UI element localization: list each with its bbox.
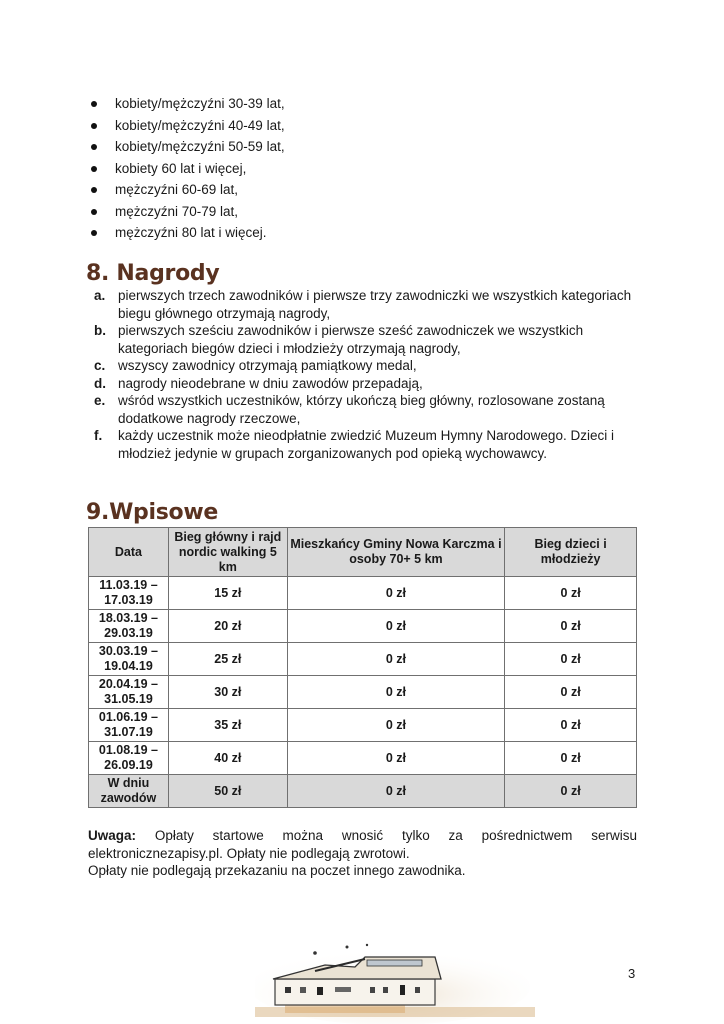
fees-table	[88, 527, 637, 808]
cell-kids: 0 zł	[505, 610, 637, 643]
cell-date: 20.04.19 – 31.05.19	[89, 676, 169, 709]
list-item: e. wśród wszystkich uczestników, którzy ukończą bieg główny, rozlosowane zostaną dodatkowe nagrody rzeczowe,	[94, 393, 605, 426]
bullet-icon	[91, 123, 97, 129]
table-row	[89, 643, 637, 676]
cell-main: 35 zł	[168, 709, 287, 742]
note-label: Uwaga:	[88, 828, 137, 843]
list-item: kobiety/mężczyźni 40-49 lat,	[88, 115, 285, 137]
bullet-icon	[91, 209, 97, 215]
item-label: b.	[94, 323, 106, 338]
table-row	[89, 775, 637, 808]
cell-residents: 0 zł	[287, 676, 505, 709]
fees-note	[88, 827, 637, 880]
prizes-list	[94, 287, 634, 462]
item-label: d.	[94, 375, 106, 391]
cell-date: 11.03.19 – 17.03.19	[89, 577, 169, 610]
header-residents: Mieszkańcy Gminy Nowa Karczma i osoby 70+ 5 km	[287, 528, 505, 577]
list-item: d. nagrody nieodebrane w dniu zawodów przepadają,	[94, 375, 423, 391]
header-kids: Bieg dzieci i młodzieży	[505, 528, 637, 577]
table-row	[89, 610, 637, 643]
table-row	[89, 577, 637, 610]
cell-main: 50 zł	[168, 775, 287, 808]
note-line-2: elektronicznezapisy.pl. Opłaty nie podlegają zwrotowi.	[88, 845, 410, 861]
cell-kids: 0 zł	[505, 742, 637, 775]
cell-main: 15 zł	[168, 577, 287, 610]
cell-residents: 0 zł	[287, 610, 505, 643]
list-item: c. wszyscy zawodnicy otrzymają pamiątkowy medal,	[94, 358, 417, 373]
section-heading-nagrody: 8. Nagrody	[86, 261, 220, 286]
cell-kids: 0 zł	[505, 709, 637, 742]
table-row	[89, 742, 637, 775]
cell-main: 40 zł	[168, 742, 287, 775]
cell-residents: 0 zł	[287, 643, 505, 676]
list-item: mężczyźni 70-79 lat,	[88, 201, 285, 223]
list-item: f. każdy uczestnik może nieodpłatnie zwiedzić Muzeum Hymny Narodowego. Dzieci i młodzież jedynie w grupach zorganizowanych pod opieką wychowawcy.	[94, 428, 614, 461]
item-label: a.	[94, 288, 106, 303]
bullet-icon	[91, 187, 97, 193]
list-item: mężczyźni 60-69 lat,	[88, 179, 285, 201]
bullet-icon	[91, 230, 97, 236]
cell-date: 01.08.19 – 26.09.19	[89, 742, 169, 775]
list-item: mężczyźni 80 lat i więcej.	[88, 222, 285, 244]
bullet-icon	[91, 166, 97, 172]
header-main-run: Bieg główny i rajd nordic walking 5 km	[168, 528, 287, 577]
cell-kids: 0 zł	[505, 775, 637, 808]
table-row	[89, 709, 637, 742]
building-illustration-icon	[255, 935, 535, 1024]
table-header-row	[89, 528, 637, 577]
cell-residents: 0 zł	[287, 577, 505, 610]
cell-residents: 0 zł	[287, 709, 505, 742]
cell-kids: 0 zł	[505, 676, 637, 709]
item-label: e.	[94, 393, 106, 408]
item-label: f.	[94, 428, 103, 443]
cell-residents: 0 zł	[287, 742, 505, 775]
header-date: Data	[89, 528, 169, 577]
cell-main: 20 zł	[168, 610, 287, 643]
list-item: b. pierwszych sześciu zawodników i pierwsze sześć zawodniczek we wszystkich kategoriach biegów dzieci i młodzieży otrzymają nagrody,	[94, 323, 584, 356]
bullet-icon	[91, 144, 97, 150]
note-line-1: Uwaga: Opłaty startowe można wnosić tylko za pośrednictwem serwisu	[88, 828, 637, 843]
cell-main: 30 zł	[168, 676, 287, 709]
item-label: c.	[94, 358, 106, 373]
cell-kids: 0 zł	[505, 643, 637, 676]
note-line-3: Opłaty nie podlegają przekazaniu na poczet innego zawodnika.	[88, 863, 466, 878]
list-item: kobiety/mężczyźni 30-39 lat,	[88, 93, 285, 115]
table-row	[89, 676, 637, 709]
cell-date: 30.03.19 – 19.04.19	[89, 643, 169, 676]
cell-date: 01.06.19 – 31.07.19	[89, 709, 169, 742]
list-item: kobiety 60 lat i więcej,	[88, 158, 285, 180]
cell-date: 18.03.19 – 29.03.19	[89, 610, 169, 643]
cell-main: 25 zł	[168, 643, 287, 676]
list-item: kobiety/mężczyźni 50-59 lat,	[88, 136, 285, 158]
cell-kids: 0 zł	[505, 577, 637, 610]
cell-residents: 0 zł	[287, 775, 505, 808]
age-categories-list	[88, 93, 285, 244]
bullet-icon	[91, 101, 97, 107]
cell-date: W dniu zawodów	[89, 775, 169, 808]
section-heading-wpisowe: 9.Wpisowe	[86, 500, 218, 525]
list-item: a. pierwszych trzech zawodników i pierwsze trzy zawodniczki we wszystkich kategoriach biegu głównego otrzymają nagrody,	[94, 288, 632, 321]
page-number: 3	[628, 966, 636, 981]
